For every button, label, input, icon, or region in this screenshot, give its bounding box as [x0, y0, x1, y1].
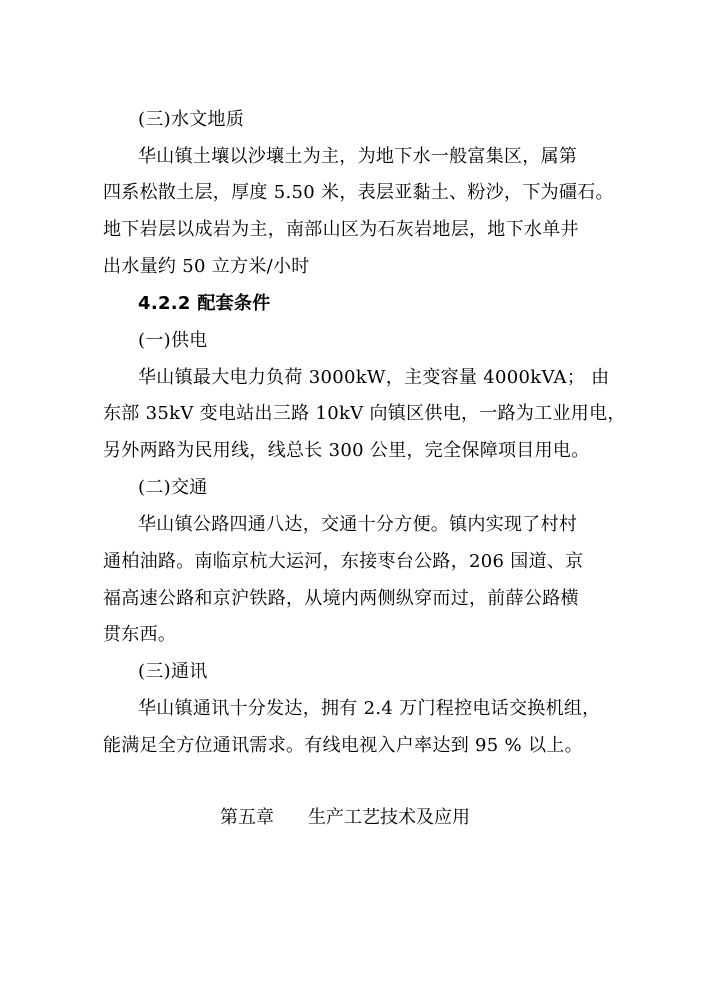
- paragraph-line: 出水量约 50 立方米/小时: [103, 256, 310, 277]
- paragraph-line: 另外两路为民用线，线总长 300 公里，完全保障项目用电。: [103, 440, 590, 461]
- chapter-number: 第五章: [220, 807, 274, 828]
- paragraph-line: 华山镇通讯十分发达，拥有 2.4 万门程控电话交换机组，: [138, 698, 601, 719]
- paragraph-line: 华山镇公路四通八达，交通十分方便。镇内实现了村村: [138, 514, 578, 535]
- paragraph-line: 能满足全方位通讯需求。有线电视入户率达到 95 % 以上。: [103, 735, 583, 756]
- section-heading-traffic: (二)交通: [138, 477, 208, 498]
- paragraph-line: 四系松散土层，厚度 5.50 米，表层亚黏土、粉沙，下为礓石。: [103, 182, 614, 203]
- paragraph-line: 地下岩层以成岩为主，南部山区为石灰岩地层，地下水单井: [103, 219, 579, 240]
- paragraph-line: 东部 35kV 变电站出三路 10kV 向镇区供电，一路为工业用电，: [103, 403, 626, 424]
- section-heading-power: (一)供电: [138, 330, 208, 351]
- paragraph-line: 通柏油路。南临京杭大运河，东接枣台公路，206 国道、京: [103, 551, 584, 572]
- paragraph-line: 福高速公路和京沪铁路，从境内两侧纵穿而过，前薛公路横: [103, 588, 579, 609]
- section-heading-communication: (三)通讯: [138, 661, 208, 682]
- paragraph-line: 华山镇最大电力负荷 3000kW，主变容量 4000kVA； 由: [138, 367, 610, 388]
- paragraph-line: 华山镇土壤以沙壤土为主，为地下水一般富集区，属第: [138, 146, 578, 167]
- paragraph-line: 贯东西。: [103, 624, 177, 645]
- section-heading-hydrogeology: (三)水文地质: [138, 109, 245, 130]
- section-heading-4-2-2: 4.2.2 配套条件: [138, 293, 271, 314]
- chapter-heading: [220, 806, 470, 830]
- chapter-title: 生产工艺技术及应用: [308, 807, 470, 828]
